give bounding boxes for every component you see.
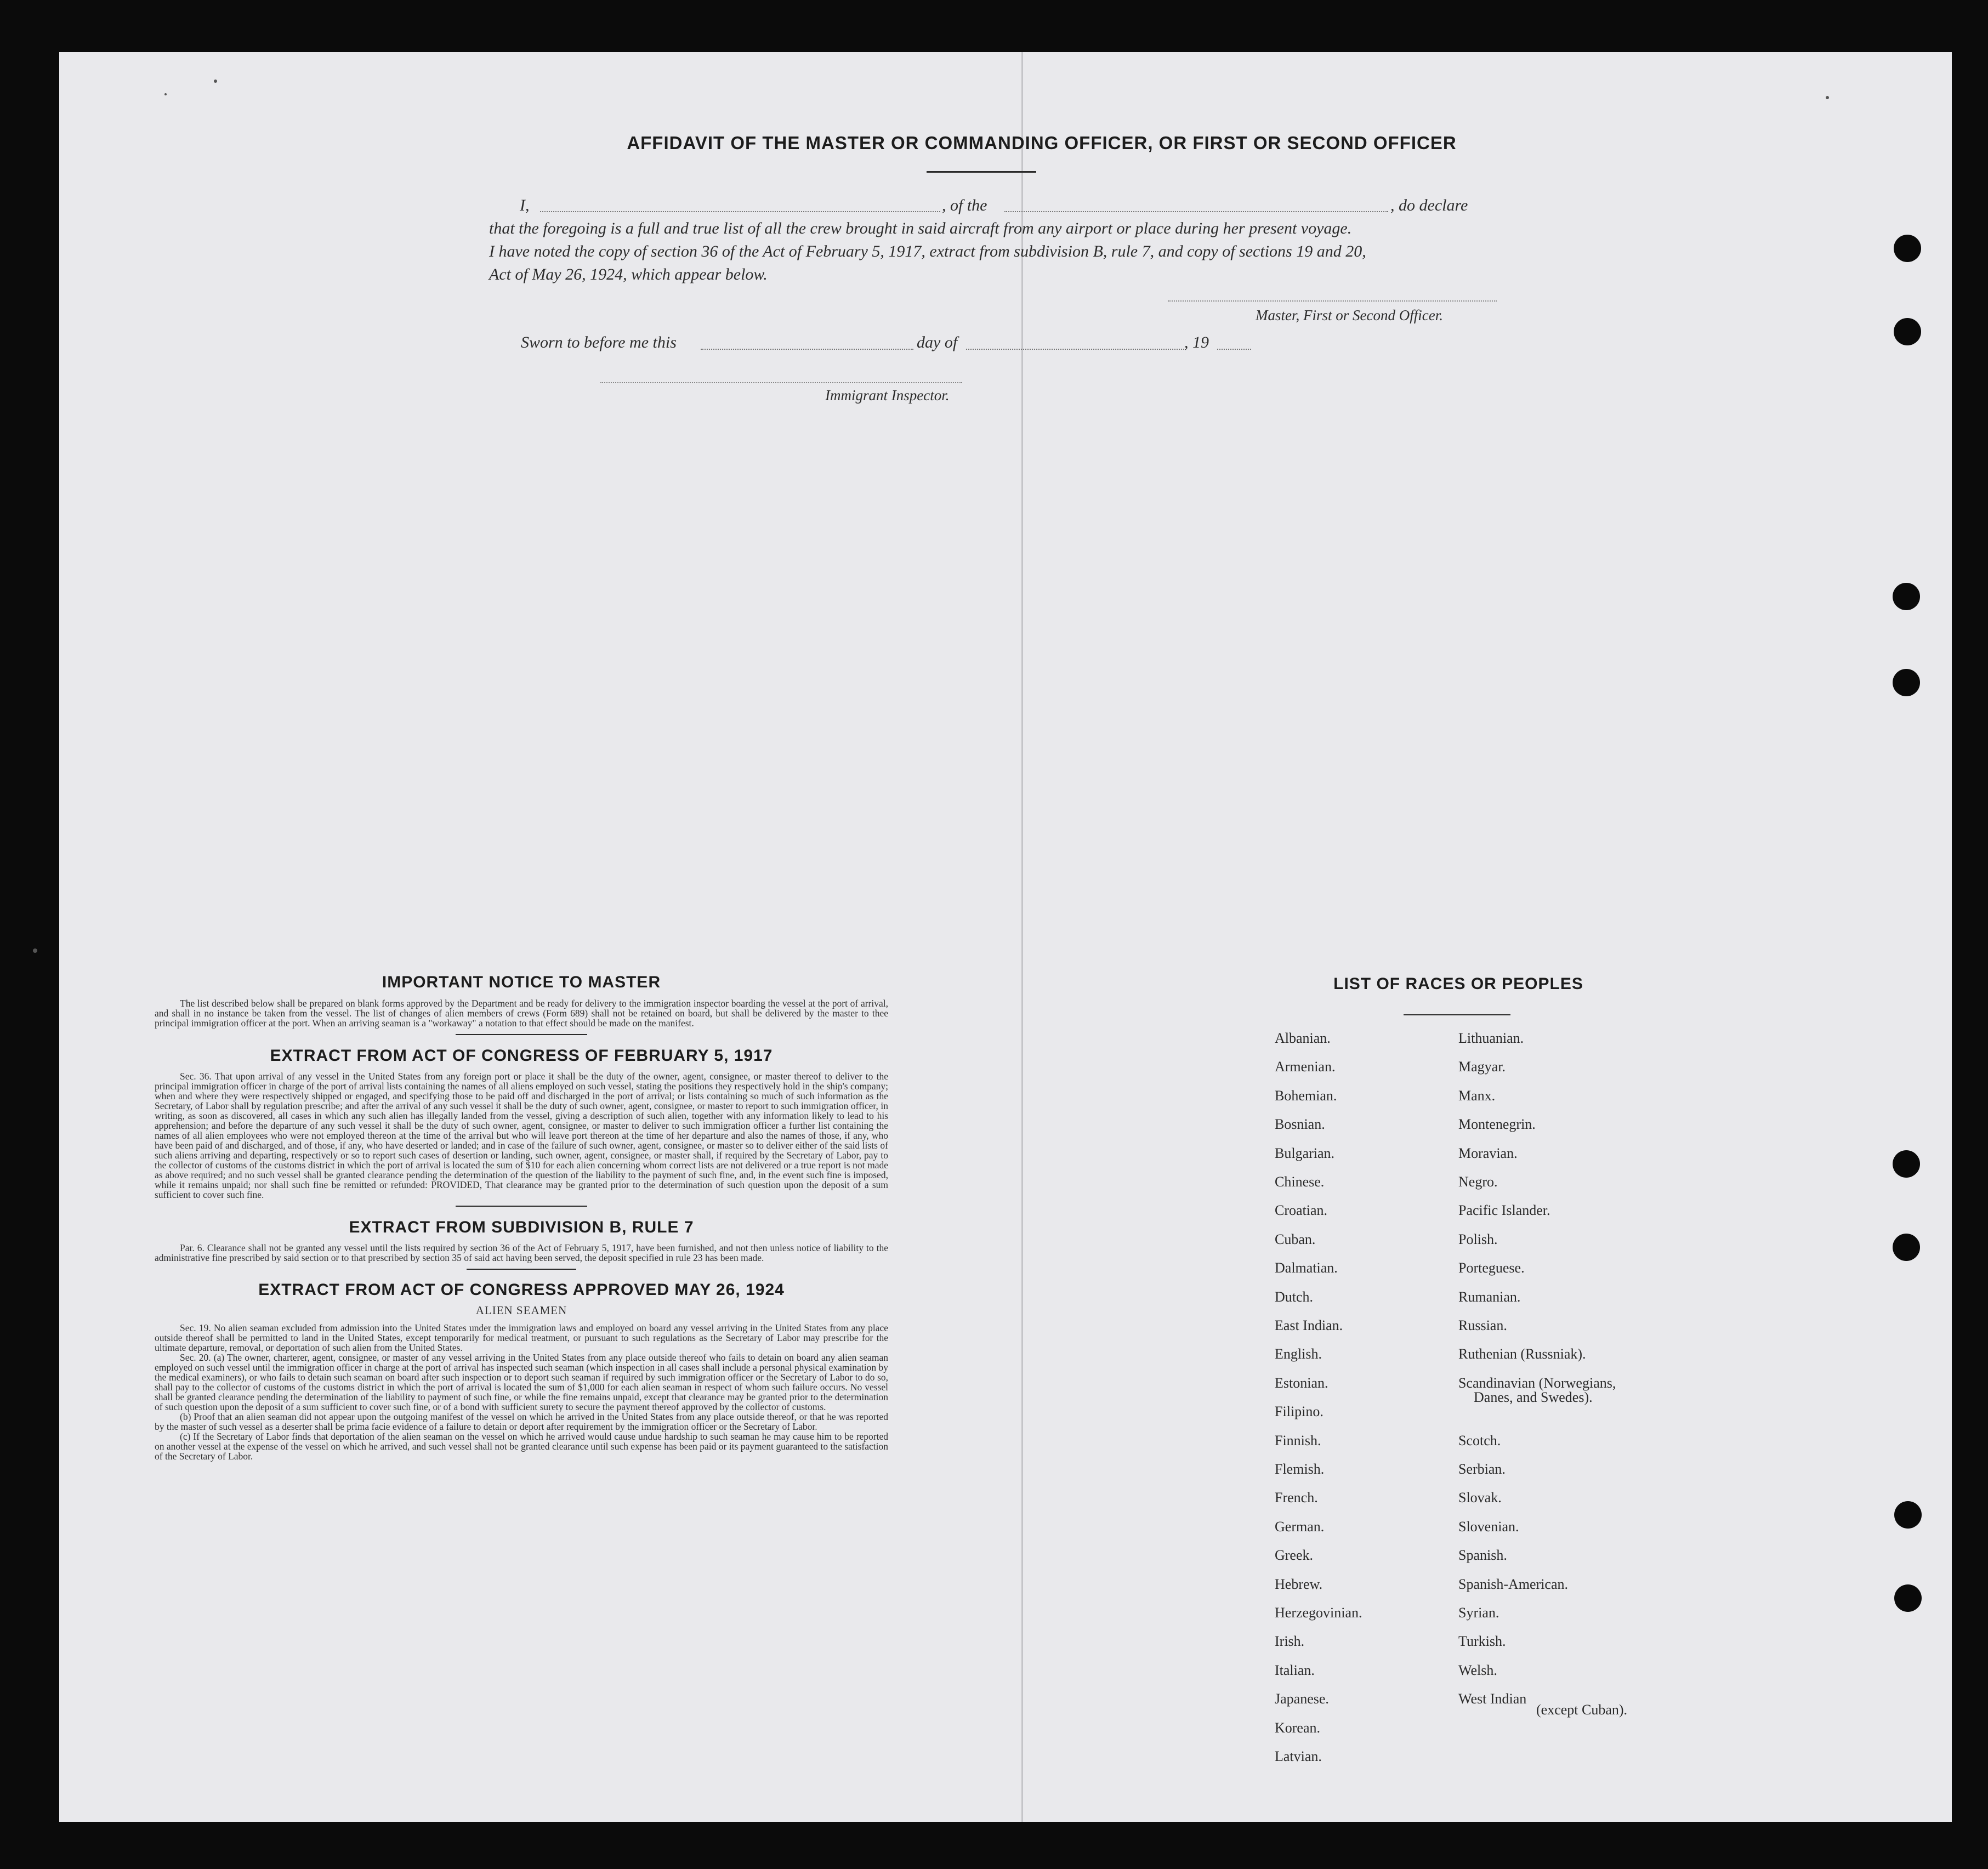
- race-item: Armenian.: [1275, 1059, 1336, 1075]
- name-field[interactable]: [540, 211, 940, 212]
- sec-20a-paragraph: Sec. 20. (a) The owner, charterer, agent, consignee, or master of any vessel arriving in the United States from any place outside thereof who fails to detain on board any alien seaman employed on such vessel until the immigration officer in charge at the port of arrival has inspected such seaman (which inspection in all cases shall include a personal physical examination by the medical examiners), or who fails to detain such seaman on board after such inspection or to deport such seaman if required by such immigration officer or the Secretary of Labor to do so, shall pay to the collector of customs of the customs district in which the port of arrival is located the sum of $1,000 for each alien seaman in respect of whom such failure occurs. No vessel shall be granted clearance pending the determination of the liability to payment of such fine, or while the fine remains unpaid, except that clearance may be granted prior to the determination of such question upon the deposit of a sum sufficient to cover such fine, or of a bond with sufficient surety to secure the payment thereof approved by the collector of customs.: [155, 1352, 888, 1412]
- race-item: Rumanian.: [1458, 1288, 1521, 1305]
- punch-hole: [1893, 669, 1920, 696]
- race-item: Syrian.: [1458, 1605, 1499, 1621]
- race-item: Korean.: [1275, 1719, 1321, 1736]
- sworn-day-field[interactable]: [701, 349, 913, 350]
- extract-1924-title: EXTRACT FROM ACT OF CONGRESS APPROVED MAY 26, 1924: [258, 1281, 785, 1299]
- notice-paragraph: The list described below shall be prepared on blank forms approved by the Department and be ready for delivery to the immigration inspector boarding the vessel at the port of arrival, and shall in no instance be taken from the vessel. The list of changes of alien members of crews (Form 689) shall not be retained on board, but shall be delivered by the master to thee principal immigration officer at the port. When an arriving seaman is a "workaway" a notation to that effect should be made on the manifest.: [155, 998, 888, 1029]
- race-item: Bosnian.: [1275, 1116, 1325, 1133]
- race-item: English.: [1275, 1346, 1322, 1362]
- race-item: Japanese.: [1275, 1691, 1329, 1707]
- year-label: , 19: [1184, 333, 1209, 351]
- race-item: West Indian: [1458, 1691, 1527, 1707]
- races-title: LIST OF RACES OR PEOPLES: [1333, 975, 1583, 993]
- race-item: French.: [1275, 1490, 1318, 1506]
- races-title-rule: [1404, 1014, 1510, 1015]
- race-item-continuation: Danes, and Swedes).: [1474, 1389, 1593, 1405]
- race-item: Albanian.: [1275, 1030, 1331, 1046]
- race-item-continuation: (except Cuban).: [1536, 1702, 1628, 1718]
- race-item: Bulgarian.: [1275, 1145, 1335, 1161]
- race-item: Slovak.: [1458, 1490, 1502, 1506]
- race-item: Greek.: [1275, 1547, 1314, 1564]
- affidavit-of-the-label: , of the: [942, 196, 987, 214]
- sworn-label: Sworn to before me this: [521, 333, 677, 351]
- extract-1917-body: [155, 1071, 888, 1200]
- affidavit-title: AFFIDAVIT OF THE MASTER OR COMMANDING OFFICER, OR FIRST OR SECOND OFFICER: [627, 133, 1457, 153]
- day-of-label: day of: [917, 333, 958, 351]
- race-item: Latvian.: [1275, 1748, 1322, 1764]
- sec-36-paragraph: Sec. 36. That upon arrival of any vessel in the United States from any foreign port or place it shall be the duty of the owner, agent, consignee, or master thereof to deliver to the principal immigration officer in charge of the port of arrival lists containing the names of all aliens employed on such vessel, stating the positions they respectively hold in the ship's company; when and where they were respectively shipped or engaged, and specifying those to be paid off and discharged in the port of arrival; or lists containing so much of such information as the Secretary, of Labor shall by regulation prescribe; and after the arrival of any such vessel it shall be the duty of such owner, agent, consignee, or master to report to such immigration officer, in writing, as soon as discovered, all cases in which any such alien has illegally landed from the vessel, giving a description of such alien, together with any information likely to lead to his apprehension; and before the departure of any such vessel it shall be the duty of such owner, agent, consignee, or master to deliver to such immigration officer a further list containing the names of all alien employees who were not employed thereon at the time of the arrival but who will leave port thereon at the time of her departure and also the names of those, if any, who have been paid of and discharged, and of those, if any, who have deserted or landed; and in case of the failure of such owner, agent, consignee, or master so to deliver either of the said lists of such aliens arriving and departing, respectively or so to report such cases of desertion or landing, such owner, agent, consignee, or master shall, if required by the Secretary of Labor, pay to the collector of customs of the customs district in which the port of arrival is located the sum of $10 for each alien concerning whom correct lists are not delivered or a true report is not made as above required; and no such vessel shall be granted clearance pending the determination of the question of the liability to the payment of such fine, and, in the event such fine is imposed, while it remains unpaid; nor shall such fine be remitted or refunded: PROVIDED, That clearance may be granted prior to the determination of such question upon the deposit of a sum sufficient to cover such fine.: [155, 1071, 888, 1200]
- extract-1917-title: EXTRACT FROM ACT OF CONGRESS OF FEBRUARY 5, 1917: [270, 1047, 773, 1065]
- punch-hole: [1893, 583, 1920, 610]
- race-item: Croatian.: [1275, 1202, 1328, 1219]
- race-item: East Indian.: [1275, 1317, 1343, 1333]
- race-item: Lithuanian.: [1458, 1030, 1524, 1046]
- notice-body: [155, 998, 888, 1028]
- inspector-signature-line[interactable]: [600, 382, 962, 383]
- punch-hole: [1894, 1501, 1922, 1529]
- notice-title: IMPORTANT NOTICE TO MASTER: [382, 973, 661, 991]
- speck: [164, 93, 167, 95]
- notice-rule: [456, 1034, 587, 1035]
- race-item: Moravian.: [1458, 1145, 1518, 1161]
- sec-20c-paragraph: (c) If the Secretary of Labor finds that deportation of the alien seaman on the vessel on which he arrived would cause undue hardship to such seaman he may cause him to be reported on another vessel at the expense of the vessel on which he arrived, and such vessel shall not be granted clearance until such expense has been paid or its payment guaranteed to the satisfaction of the Secretary of Labor.: [155, 1431, 888, 1462]
- legal-column: [155, 973, 888, 1461]
- race-item: Magyar.: [1458, 1059, 1506, 1075]
- affidavit-do-declare: , do declare: [1390, 196, 1468, 214]
- race-item: Manx.: [1458, 1087, 1496, 1104]
- race-item: Dalmatian.: [1275, 1260, 1338, 1276]
- race-item: Filipino.: [1275, 1404, 1324, 1420]
- affidavit-line-2: that the foregoing is a full and true list of all the crew brought in said aircraft from any airport or place during her present voyage.: [489, 219, 1352, 237]
- race-item: Porteguese.: [1458, 1260, 1525, 1276]
- race-item: Irish.: [1275, 1633, 1305, 1650]
- race-item: Dutch.: [1275, 1288, 1314, 1305]
- fold-line: [1021, 52, 1023, 1822]
- race-item: Pacific Islander.: [1458, 1202, 1550, 1219]
- speck: [33, 948, 37, 953]
- race-item: Spanish.: [1458, 1547, 1507, 1564]
- race-item: German.: [1275, 1518, 1325, 1535]
- race-item: Welsh.: [1458, 1662, 1497, 1678]
- race-item: Turkish.: [1458, 1633, 1506, 1650]
- document-sheet: [59, 52, 1952, 1822]
- rule-7-title: EXTRACT FROM SUBDIVISION B, RULE 7: [349, 1218, 694, 1236]
- rule-7-rule: [467, 1269, 576, 1270]
- race-item: Scandinavian (Norwegians,: [1458, 1374, 1616, 1391]
- punch-hole: [1894, 1584, 1922, 1612]
- race-item: Scotch.: [1458, 1432, 1501, 1448]
- race-item: Negro.: [1458, 1174, 1498, 1190]
- par-6-paragraph: Par. 6. Clearance shall not be granted any vessel until the lists required by section 36 of the Act of February 5, 1917, have been furnished, and not then unless notice of liability to the administrative fine prescribed by said section or to that prescribed by section 35 of said act having been served, the deposit specified in rule 23 has been made.: [155, 1242, 888, 1263]
- race-item: Montenegrin.: [1458, 1116, 1536, 1133]
- race-item: Estonian.: [1275, 1374, 1328, 1391]
- punch-hole: [1894, 235, 1921, 262]
- race-item: Bohemian.: [1275, 1087, 1337, 1104]
- speck: [214, 79, 217, 83]
- race-item: Ruthenian (Russniak).: [1458, 1346, 1586, 1362]
- sec-19-paragraph: Sec. 19. No alien seaman excluded from admission into the United States under the immigration laws and employed on board any vessel arriving in the United States from any place outside thereof shall be permitted to land in the United States, except temporarily for medical treatment, or pursuant to such regulations as the Secretary of Labor may prescribe for the ultimate departure, removal, or deportation of such alien from the United States.: [155, 1322, 888, 1353]
- race-item: Chinese.: [1275, 1174, 1325, 1190]
- race-item: Herzegovinian.: [1275, 1605, 1362, 1621]
- affidavit-title-rule: [927, 171, 1036, 173]
- race-item: Russian.: [1458, 1317, 1507, 1333]
- race-item: Polish.: [1458, 1231, 1498, 1247]
- race-item: Hebrew.: [1275, 1576, 1323, 1592]
- rule-7-body: [155, 1243, 888, 1263]
- master-signature-label: Master, First or Second Officer.: [1256, 307, 1443, 323]
- speck: [1826, 96, 1829, 99]
- affidavit-i-label: I,: [520, 196, 530, 214]
- sec-20b-paragraph: (b) Proof that an alien seaman did not appear upon the outgoing manifest of the vessel on which he arrived in the United States from any place outside thereof, or that he was reported by the master of such vessel as a deserter shall be prima facie evidence of a failure to detain or deport after requirement by the immigration officer or the Secretary of Labor.: [155, 1411, 888, 1432]
- race-item: Italian.: [1275, 1662, 1315, 1678]
- punch-hole: [1893, 1234, 1920, 1261]
- race-item: Slovenian.: [1458, 1518, 1519, 1535]
- race-item: Cuban.: [1275, 1231, 1316, 1247]
- master-signature-line[interactable]: [1168, 300, 1497, 302]
- inspector-label: Immigrant Inspector.: [825, 387, 950, 404]
- race-item: Spanish-American.: [1458, 1576, 1569, 1592]
- punch-hole: [1894, 318, 1921, 345]
- extract-1924-body: [155, 1323, 888, 1461]
- vessel-field[interactable]: [1004, 211, 1388, 212]
- alien-seamen-subtitle: ALIEN SEAMEN: [475, 1304, 567, 1317]
- race-item: Flemish.: [1275, 1461, 1325, 1477]
- race-item: Serbian.: [1458, 1461, 1506, 1477]
- affidavit-line-3: I have noted the copy of section 36 of the Act of February 5, 1917, extract from subdivision B, rule 7, and copy of sections 19 and 20,: [489, 242, 1366, 260]
- sworn-year-field[interactable]: [1217, 349, 1251, 350]
- affidavit-line-4: Act of May 26, 1924, which appear below.: [489, 265, 768, 283]
- punch-hole: [1893, 1150, 1920, 1178]
- race-item: Finnish.: [1275, 1432, 1321, 1448]
- extract-1917-rule: [456, 1206, 587, 1207]
- sworn-month-field[interactable]: [966, 349, 1184, 350]
